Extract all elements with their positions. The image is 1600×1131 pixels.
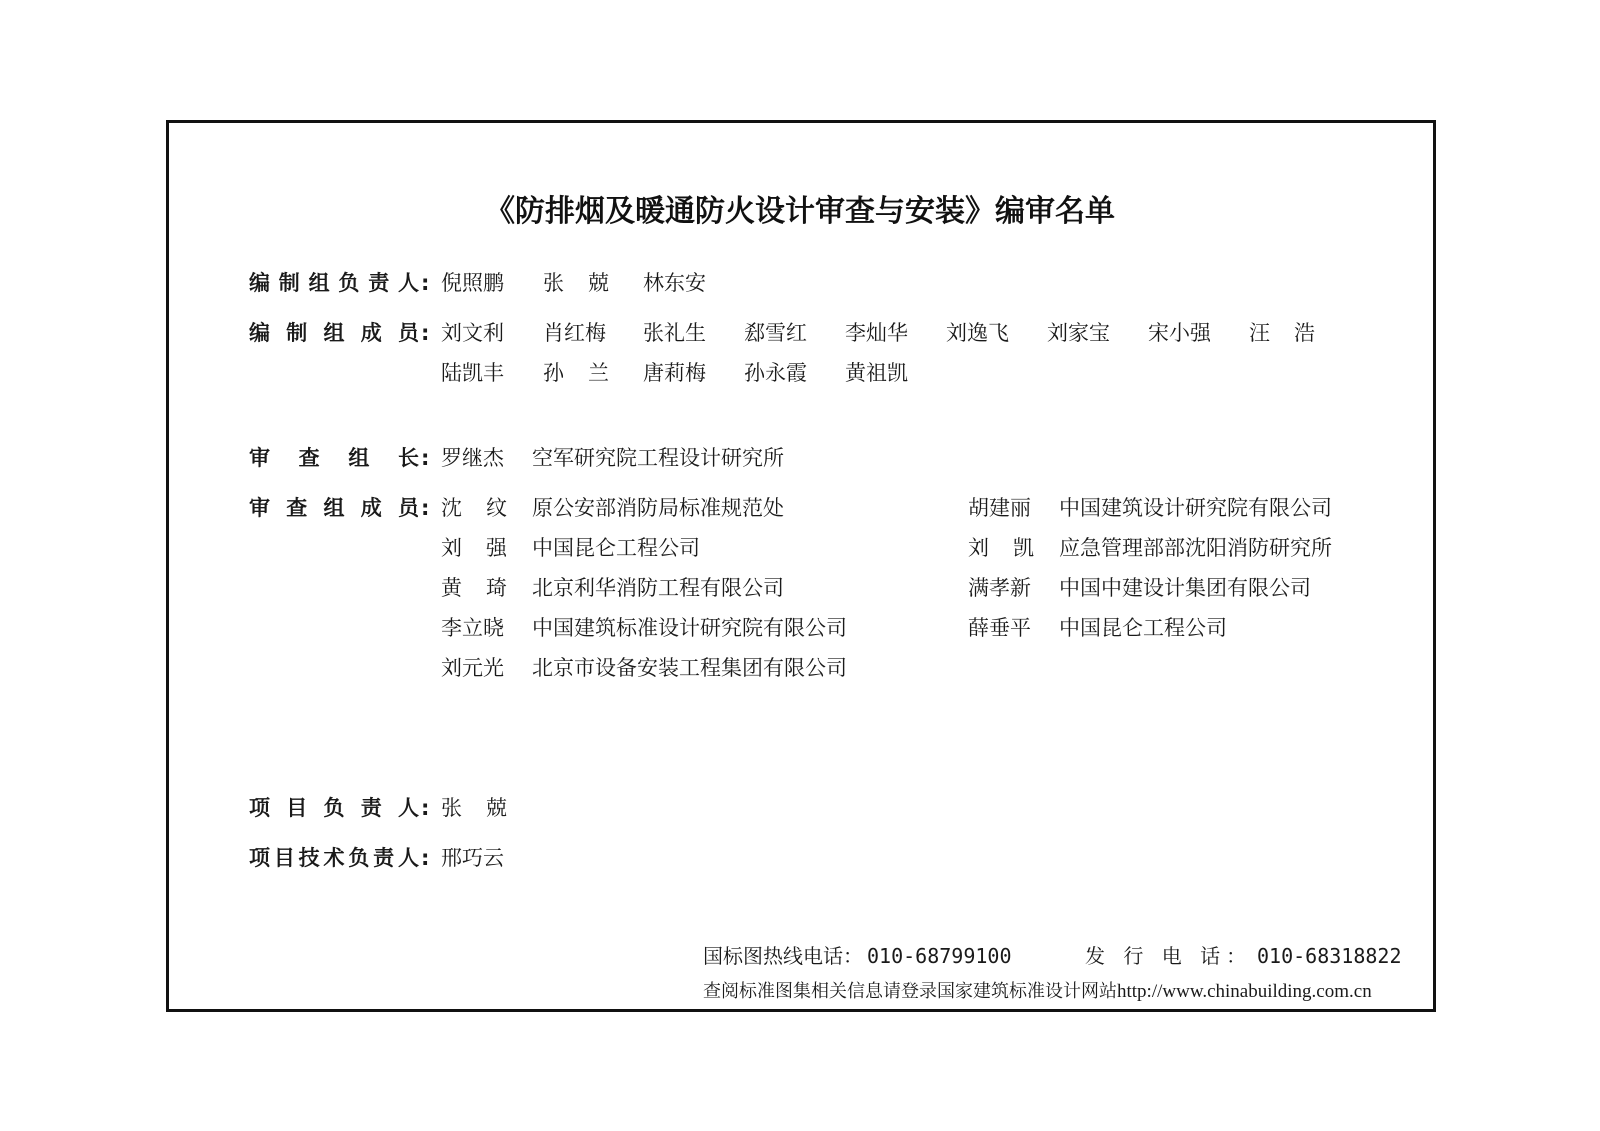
member-name: 黄祖凯 xyxy=(845,361,908,385)
reviewers-label: 审查组成员 : xyxy=(249,496,430,520)
review-lead-name: 罗继杰 xyxy=(441,446,504,470)
reviewer-org: 中国建筑设计研究院有限公司 xyxy=(1059,496,1332,520)
issue-number: 010-68318822 xyxy=(1257,944,1402,968)
reviewer-org: 应急管理部部沈阳消防研究所 xyxy=(1059,536,1332,560)
hotline-label: 国标图热线电话： xyxy=(703,944,863,968)
reviewer-org: 中国昆仑工程公司 xyxy=(532,536,700,560)
member-name: 刘文利 xyxy=(441,321,504,345)
member-name: 宋小强 xyxy=(1148,321,1211,345)
reviewer-name: 胡建丽 xyxy=(968,496,1031,520)
member-name: 郄雪红 xyxy=(744,321,807,345)
hotline-number: 010-68799100 xyxy=(867,944,1012,968)
reviewer-name: 李立晓 xyxy=(441,616,504,640)
reviewer-org: 北京市设备安装工程集团有限公司 xyxy=(532,656,847,680)
reviewer-org: 原公安部消防局标准规范处 xyxy=(532,496,784,520)
reviewer-name: 刘 凯 xyxy=(968,536,1034,560)
leaders-label: 编制组负责人 : xyxy=(249,271,430,295)
reviewer-org: 中国中建设计集团有限公司 xyxy=(1059,576,1311,600)
leader-name-1: 倪照鹏 xyxy=(441,271,504,295)
website-caption: 查阅标准图集相关信息请登录国家建筑标准设计网站 xyxy=(703,981,1117,1002)
member-name: 陆凯丰 xyxy=(441,361,504,385)
leader-name-3: 林东安 xyxy=(643,271,706,295)
tech-lead-label: 项目技术负责人 : xyxy=(249,846,430,870)
reviewer-org: 中国昆仑工程公司 xyxy=(1059,616,1227,640)
issue-label: 发 行 电 话： xyxy=(1085,944,1253,968)
member-name: 孙 兰 xyxy=(543,361,609,385)
reviewer-name: 刘 强 xyxy=(441,536,507,560)
member-name: 刘逸飞 xyxy=(946,321,1009,345)
leader-name-2: 张 兢 xyxy=(543,271,609,295)
member-name: 唐莉梅 xyxy=(643,361,706,385)
reviewer-name: 薛垂平 xyxy=(968,616,1031,640)
member-name: 汪 浩 xyxy=(1249,321,1315,345)
members-label: 编制组成员 : xyxy=(249,321,430,345)
website-text xyxy=(703,977,1372,1007)
reviewer-name: 沈 纹 xyxy=(441,496,507,520)
reviewer-org: 北京利华消防工程有限公司 xyxy=(532,576,784,600)
reviewer-name: 黄 琦 xyxy=(441,576,507,600)
page-title: 《防排烟及暖通防火设计审查与安装》编审名单 xyxy=(485,194,1115,229)
review-lead-org: 空军研究院工程设计研究所 xyxy=(532,446,784,470)
page-frame xyxy=(166,120,1436,1012)
reviewer-name: 刘元光 xyxy=(441,656,504,680)
member-name: 张礼生 xyxy=(643,321,706,345)
member-name: 刘家宝 xyxy=(1047,321,1110,345)
project-lead-name: 张 兢 xyxy=(441,796,507,820)
review-lead-label: 审查组长 : xyxy=(249,446,430,470)
reviewer-org: 中国建筑标准设计研究院有限公司 xyxy=(532,616,847,640)
website-link[interactable]: http://www.chinabuilding.com.cn xyxy=(1117,981,1372,1002)
reviewer-name: 满孝新 xyxy=(968,576,1031,600)
project-lead-label: 项目负责人 : xyxy=(249,796,430,820)
tech-lead-name: 邢巧云 xyxy=(441,846,504,870)
member-name: 李灿华 xyxy=(845,321,908,345)
member-name: 肖红梅 xyxy=(543,321,606,345)
member-name: 孙永霞 xyxy=(744,361,807,385)
